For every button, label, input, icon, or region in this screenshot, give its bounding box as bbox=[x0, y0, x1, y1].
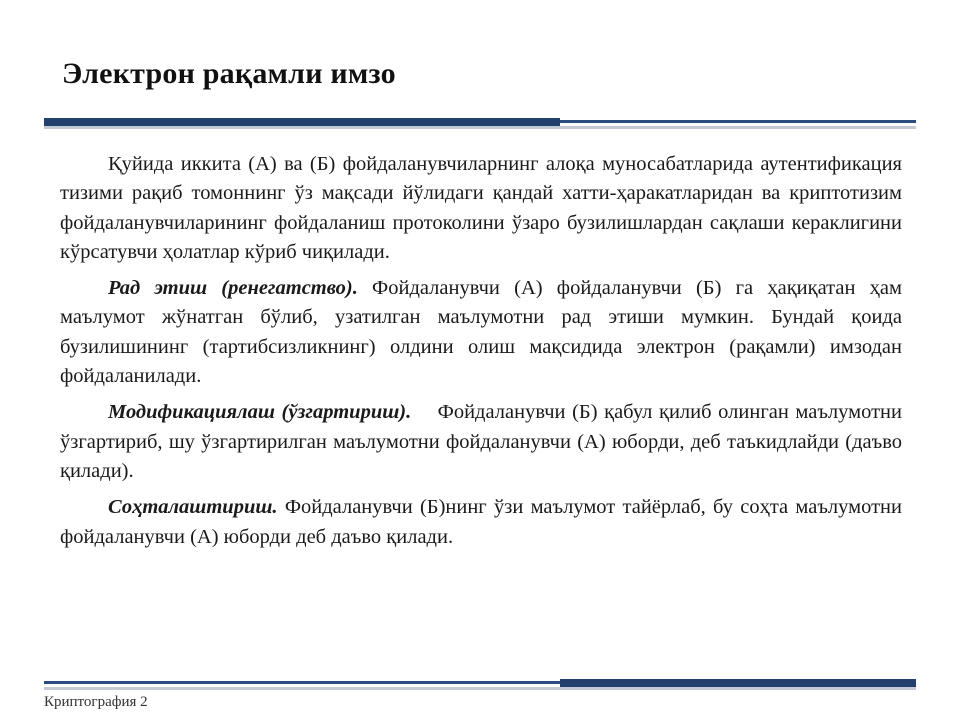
paragraph-forgery bbox=[60, 493, 902, 552]
header-divider-thin bbox=[560, 120, 916, 123]
modification-text: Фойдаланувчи (Б) қабул қилиб олинган маълумотни ўзгартириб, шу ўзгартирилган маълумотни фойдаланувчи (А) юборди, деб таъкидлайди (даъво қилади). bbox=[60, 401, 908, 482]
repudiation-text: Фойдаланувчи (А) фойдаланувчи (Б) га ҳақиқатан ҳам маълумот жўнатган бўлиб, узатилган маълумотни рад этиши мумкин. Бундай қоида бузилишининг (тартибсизликнинг) олдини олиш мақсидида электрон (рақамли) имзодан фойдаланилади. bbox=[60, 277, 902, 388]
footer-divider bbox=[44, 679, 916, 689]
header-divider-shadow bbox=[44, 126, 916, 129]
slide-body bbox=[60, 150, 908, 559]
paragraph-repudiation bbox=[60, 274, 902, 391]
intro-text: Қуйида иккита (А) ва (Б) фойдаланувчиларнинг алоқа муносабатларида аутентификация тизими рақиб томоннинг ўз мақсади йўлидаги қандай хатти-ҳаракатларидан ва криптотизим фойдаланувчиларининг фойдаланиш протоколини ўзаро бузилишлардан сақлаши кераклигини кўрсатувчи ҳолатлар кўриб чиқилади. bbox=[60, 153, 902, 263]
paragraph-modification bbox=[60, 398, 908, 486]
footer-divider-shadow bbox=[44, 687, 916, 690]
header-divider bbox=[44, 118, 916, 128]
paragraph-intro bbox=[60, 150, 902, 267]
footer-divider-thin bbox=[44, 681, 560, 684]
footer-divider-thick bbox=[560, 679, 916, 687]
term-forgery: Соҳталаштириш. bbox=[108, 496, 278, 519]
term-repudiation: Рад этиш (ренегатство). bbox=[108, 277, 358, 300]
footer-label: Криптография 2 bbox=[44, 694, 148, 710]
term-modification: Модификациялаш (ўзгартириш). bbox=[108, 401, 412, 424]
forgery-text: Фойдаланувчи (Б)нинг ўзи маълумот тайёрлаб, бу соҳта маълумотни фойдаланувчи (А) юборди деб даъво қилади. bbox=[60, 496, 902, 548]
header-divider-thick bbox=[44, 118, 560, 126]
slide-title: Электрон рақамли имзо bbox=[62, 57, 396, 90]
